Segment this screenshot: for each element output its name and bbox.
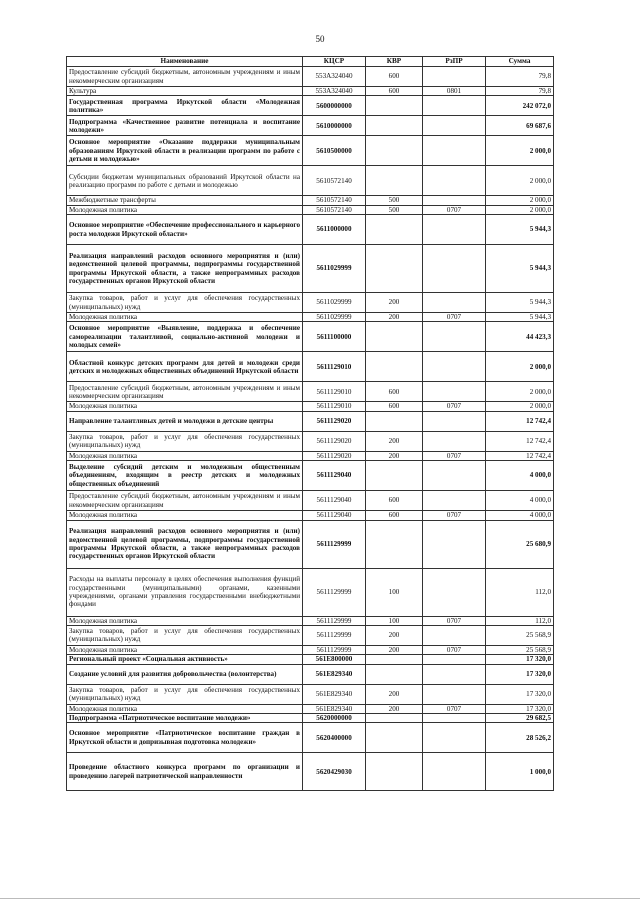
cell-rzpr: [423, 684, 486, 704]
cell-name: Расходы на выплаты персоналу в целях обеспечения выполнения функций государственными (муниципальными) органами, казенными учреждениями, органами управления государственными внебюджетными фондами: [67, 568, 303, 616]
table-row: [67, 196, 554, 205]
cell-sum: 12 742,4: [486, 411, 554, 431]
header-sum: Сумма: [486, 57, 554, 67]
cell-kvr: [366, 723, 423, 753]
cell-rzpr: [423, 568, 486, 616]
table-row: [67, 322, 554, 352]
table-row: [67, 293, 554, 313]
cell-rzpr: [423, 166, 486, 196]
cell-kcsr: 5611129999: [303, 520, 366, 568]
cell-kcsr: 5611129010: [303, 382, 366, 402]
cell-name: Подпрограмма «Патриотическое воспитание молодежи»: [67, 713, 303, 722]
cell-name: Молодежная политика: [67, 645, 303, 654]
table-row: [67, 491, 554, 511]
cell-sum: 112,0: [486, 568, 554, 616]
cell-name: Молодежная политика: [67, 205, 303, 214]
table-row: [67, 511, 554, 520]
cell-rzpr: 0707: [423, 704, 486, 713]
table-row: [67, 411, 554, 431]
cell-kvr: 200: [366, 313, 423, 322]
cell-kvr: 600: [366, 382, 423, 402]
cell-rzpr: [423, 664, 486, 684]
cell-name: Направление талантливых детей и молодежи в детские центры: [67, 411, 303, 431]
cell-name: Молодежная политика: [67, 313, 303, 322]
cell-rzpr: 0707: [423, 616, 486, 625]
cell-rzpr: [423, 723, 486, 753]
cell-sum: 2 000,0: [486, 402, 554, 411]
cell-name: Основное мероприятие «Оказание поддержки муниципальным образованиям Иркутской области в реализации программ по работе с детьми и молодежью»: [67, 136, 303, 166]
budget-table: [66, 56, 554, 791]
cell-sum: 112,0: [486, 616, 554, 625]
cell-rzpr: [423, 293, 486, 313]
cell-kvr: 200: [366, 645, 423, 654]
cell-kvr: [366, 753, 423, 791]
cell-rzpr: [423, 411, 486, 431]
cell-name: Культура: [67, 87, 303, 96]
header-kcsr: КЦСР: [303, 57, 366, 67]
cell-rzpr: 0707: [423, 451, 486, 460]
cell-name: Основное мероприятие «Обеспечение профессионального и карьерного роста молодежи Иркутской области»: [67, 215, 303, 245]
table-row: [67, 753, 554, 791]
cell-kvr: [366, 664, 423, 684]
table-row: [67, 431, 554, 451]
table-row: [67, 382, 554, 402]
table-body: [67, 67, 554, 791]
cell-kvr: [366, 322, 423, 352]
cell-name: Межбюджетные трансферты: [67, 196, 303, 205]
cell-kvr: 600: [366, 67, 423, 87]
table-row: [67, 451, 554, 460]
table-row: [67, 664, 554, 684]
header-kvr: КВР: [366, 57, 423, 67]
cell-rzpr: 0801: [423, 87, 486, 96]
cell-sum: 28 526,2: [486, 723, 554, 753]
cell-kvr: [366, 215, 423, 245]
cell-sum: 25 568,9: [486, 625, 554, 645]
cell-rzpr: [423, 96, 486, 116]
table-row: [67, 313, 554, 322]
page-bottom-edge: [0, 898, 640, 899]
cell-sum: 5 944,3: [486, 313, 554, 322]
cell-sum: 2 000,0: [486, 166, 554, 196]
cell-name: Основное мероприятие «Выявление, поддержка и обеспечение самореализации талантливой, социально-активной молодежи и молодых семей»: [67, 322, 303, 352]
table-row: [67, 402, 554, 411]
table-row: [67, 67, 554, 87]
cell-sum: 25 568,9: [486, 645, 554, 654]
table-row: [67, 520, 554, 568]
cell-sum: 12 742,4: [486, 451, 554, 460]
cell-kvr: [366, 520, 423, 568]
cell-name: Реализация направлений расходов основного мероприятия и (или) ведомственной целевой программы, подпрограммы государственной программы Иркутской области, а также непрограммных расходов государственных органов Иркутской области: [67, 245, 303, 293]
cell-kcsr: 561E800000: [303, 655, 366, 664]
cell-kvr: 200: [366, 431, 423, 451]
cell-sum: 2 000,0: [486, 382, 554, 402]
table-row: [67, 116, 554, 136]
cell-sum: 79,8: [486, 87, 554, 96]
cell-sum: 4 000,0: [486, 491, 554, 511]
cell-rzpr: [423, 655, 486, 664]
cell-kvr: [366, 166, 423, 196]
cell-kcsr: 5611129040: [303, 461, 366, 491]
cell-kcsr: 5611129010: [303, 352, 366, 382]
page-number: 50: [315, 34, 325, 44]
cell-kvr: 200: [366, 293, 423, 313]
cell-name: Молодежная политика: [67, 402, 303, 411]
cell-kcsr: 5610572140: [303, 196, 366, 205]
cell-kvr: 100: [366, 568, 423, 616]
cell-kcsr: 5611029999: [303, 313, 366, 322]
cell-rzpr: 0707: [423, 205, 486, 214]
cell-kcsr: 553А324040: [303, 67, 366, 87]
cell-kcsr: 5600000000: [303, 96, 366, 116]
cell-name: Закупка товаров, работ и услуг для обеспечения государственных (муниципальных) нужд: [67, 684, 303, 704]
cell-kvr: 600: [366, 491, 423, 511]
cell-kcsr: 5611129020: [303, 431, 366, 451]
cell-kvr: 600: [366, 87, 423, 96]
cell-rzpr: [423, 67, 486, 87]
cell-kcsr: 5611000000: [303, 215, 366, 245]
cell-kvr: 200: [366, 625, 423, 645]
cell-sum: 4 000,0: [486, 461, 554, 491]
cell-rzpr: [423, 431, 486, 451]
header-rzpr: РзПР: [423, 57, 486, 67]
cell-kvr: 100: [366, 616, 423, 625]
cell-sum: 242 072,0: [486, 96, 554, 116]
cell-rzpr: [423, 215, 486, 245]
cell-rzpr: [423, 245, 486, 293]
cell-kcsr: 561E829340: [303, 684, 366, 704]
cell-name: Предоставление субсидий бюджетным, автономным учреждениям и иным некоммерческим организациям: [67, 67, 303, 87]
cell-name: Выделение субсидий детским и молодежным общественным объединениям, входящим в реестр детских и молодежных общественных объединений: [67, 461, 303, 491]
cell-sum: 5 944,3: [486, 245, 554, 293]
cell-rzpr: 0707: [423, 313, 486, 322]
cell-kvr: [366, 411, 423, 431]
cell-kvr: [366, 96, 423, 116]
cell-name: Создание условий для развития добровольчества (волонтерства): [67, 664, 303, 684]
cell-kcsr: 5611129020: [303, 411, 366, 431]
cell-kvr: [366, 713, 423, 722]
cell-sum: 69 687,6: [486, 116, 554, 136]
cell-kcsr: 5610500000: [303, 136, 366, 166]
table-row: [67, 684, 554, 704]
cell-name: Молодежная политика: [67, 451, 303, 460]
cell-sum: 2 000,0: [486, 352, 554, 382]
cell-kcsr: 5611129040: [303, 511, 366, 520]
cell-sum: 79,8: [486, 67, 554, 87]
cell-rzpr: 0707: [423, 402, 486, 411]
cell-rzpr: 0707: [423, 511, 486, 520]
table-row: [67, 352, 554, 382]
cell-kvr: [366, 136, 423, 166]
cell-rzpr: [423, 352, 486, 382]
cell-sum: 29 682,5: [486, 713, 554, 722]
table-row: [67, 461, 554, 491]
cell-kcsr: 5620000000: [303, 713, 366, 722]
cell-rzpr: [423, 625, 486, 645]
cell-name: Проведение областного конкурса программ по организации и проведению лагерей патриотической направленности: [67, 753, 303, 791]
table-row: [67, 704, 554, 713]
cell-kcsr: 561E829340: [303, 704, 366, 713]
cell-name: Государственная программа Иркутской области «Молодежная политика»: [67, 96, 303, 116]
cell-rzpr: [423, 322, 486, 352]
cell-kvr: 200: [366, 704, 423, 713]
cell-rzpr: [423, 461, 486, 491]
cell-kvr: 600: [366, 402, 423, 411]
cell-name: Молодежная политика: [67, 704, 303, 713]
cell-kvr: [366, 352, 423, 382]
cell-rzpr: [423, 520, 486, 568]
table-row: [67, 655, 554, 664]
cell-name: Закупка товаров, работ и услуг для обеспечения государственных (муниципальных) нужд: [67, 625, 303, 645]
table-row: [67, 136, 554, 166]
cell-kcsr: 5620429030: [303, 753, 366, 791]
cell-name: Подпрограмма «Качественное развитие потенциала и воспитание молодежи»: [67, 116, 303, 136]
cell-name: Реализация направлений расходов основного мероприятия и (или) ведомственной целевой программы, подпрограммы государственной программы Иркутской области, а также непрограммных расходов государственных органов Иркутской области: [67, 520, 303, 568]
cell-sum: 1 000,0: [486, 753, 554, 791]
cell-sum: 2 000,0: [486, 205, 554, 214]
cell-kvr: [366, 655, 423, 664]
cell-kcsr: 5611129999: [303, 616, 366, 625]
cell-name: Закупка товаров, работ и услуг для обеспечения государственных (муниципальных) нужд: [67, 431, 303, 451]
cell-rzpr: [423, 136, 486, 166]
cell-kcsr: 5611100000: [303, 322, 366, 352]
cell-rzpr: [423, 382, 486, 402]
cell-name: Молодежная политика: [67, 511, 303, 520]
cell-name: Предоставление субсидий бюджетным, автономным учреждениям и иным некоммерческим организациям: [67, 382, 303, 402]
table-row: [67, 166, 554, 196]
cell-kcsr: 5611129040: [303, 491, 366, 511]
cell-kvr: 200: [366, 451, 423, 460]
cell-kcsr: 5620400000: [303, 723, 366, 753]
cell-kcsr: 5611129020: [303, 451, 366, 460]
cell-kcsr: 5610000000: [303, 116, 366, 136]
cell-kvr: [366, 461, 423, 491]
cell-kcsr: 553А324040: [303, 87, 366, 96]
table-row: [67, 645, 554, 654]
cell-kcsr: 561E829340: [303, 664, 366, 684]
cell-sum: 5 944,3: [486, 215, 554, 245]
header-name: Наименование: [67, 57, 303, 67]
table-row: [67, 616, 554, 625]
cell-name: Закупка товаров, работ и услуг для обеспечения государственных (муниципальных) нужд: [67, 293, 303, 313]
cell-sum: 17 320,0: [486, 655, 554, 664]
cell-rzpr: 0707: [423, 645, 486, 654]
table-row: [67, 713, 554, 722]
cell-name: Молодежная политика: [67, 616, 303, 625]
cell-kvr: [366, 245, 423, 293]
table-row: [67, 215, 554, 245]
cell-sum: 2 000,0: [486, 196, 554, 205]
cell-sum: 5 944,3: [486, 293, 554, 313]
table-row: [67, 625, 554, 645]
cell-name: Областной конкурс детских программ для детей и молодежи среди детских и молодежных общественных объединений Иркутской области: [67, 352, 303, 382]
table-row: [67, 723, 554, 753]
cell-sum: 17 320,0: [486, 704, 554, 713]
cell-kvr: 200: [366, 684, 423, 704]
cell-kcsr: 5611029999: [303, 245, 366, 293]
cell-kcsr: 5611029999: [303, 293, 366, 313]
table-header-row: [67, 57, 554, 67]
cell-kcsr: 5611129010: [303, 402, 366, 411]
cell-kcsr: 5611129999: [303, 625, 366, 645]
cell-sum: 4 000,0: [486, 511, 554, 520]
cell-kcsr: 5611129999: [303, 645, 366, 654]
cell-kvr: [366, 116, 423, 136]
table-row: [67, 96, 554, 116]
cell-sum: 12 742,4: [486, 431, 554, 451]
cell-name: Региональный проект «Социальная активность»: [67, 655, 303, 664]
cell-name: Субсидии бюджетам муниципальных образований Иркутской области на реализацию программ по работе с детьми и молодежью: [67, 166, 303, 196]
cell-rzpr: [423, 753, 486, 791]
cell-rzpr: [423, 713, 486, 722]
cell-sum: 44 423,3: [486, 322, 554, 352]
table-row: [67, 568, 554, 616]
cell-name: Основное мероприятие «Патриотическое воспитание граждан в Иркутской области и допризывная подготовка молодежи»: [67, 723, 303, 753]
cell-name: Предоставление субсидий бюджетным, автономным учреждениям и иным некоммерческим организациям: [67, 491, 303, 511]
table-row: [67, 205, 554, 214]
table-row: [67, 245, 554, 293]
cell-sum: 25 680,9: [486, 520, 554, 568]
cell-rzpr: [423, 491, 486, 511]
cell-sum: 2 000,0: [486, 136, 554, 166]
cell-kcsr: 5611129999: [303, 568, 366, 616]
cell-rzpr: [423, 196, 486, 205]
table-row: [67, 87, 554, 96]
cell-kvr: 600: [366, 511, 423, 520]
cell-sum: 17 320,0: [486, 664, 554, 684]
cell-rzpr: [423, 116, 486, 136]
cell-kvr: 500: [366, 196, 423, 205]
cell-sum: 17 320,0: [486, 684, 554, 704]
cell-kcsr: 5610572140: [303, 205, 366, 214]
cell-kcsr: 5610572140: [303, 166, 366, 196]
cell-kvr: 500: [366, 205, 423, 214]
